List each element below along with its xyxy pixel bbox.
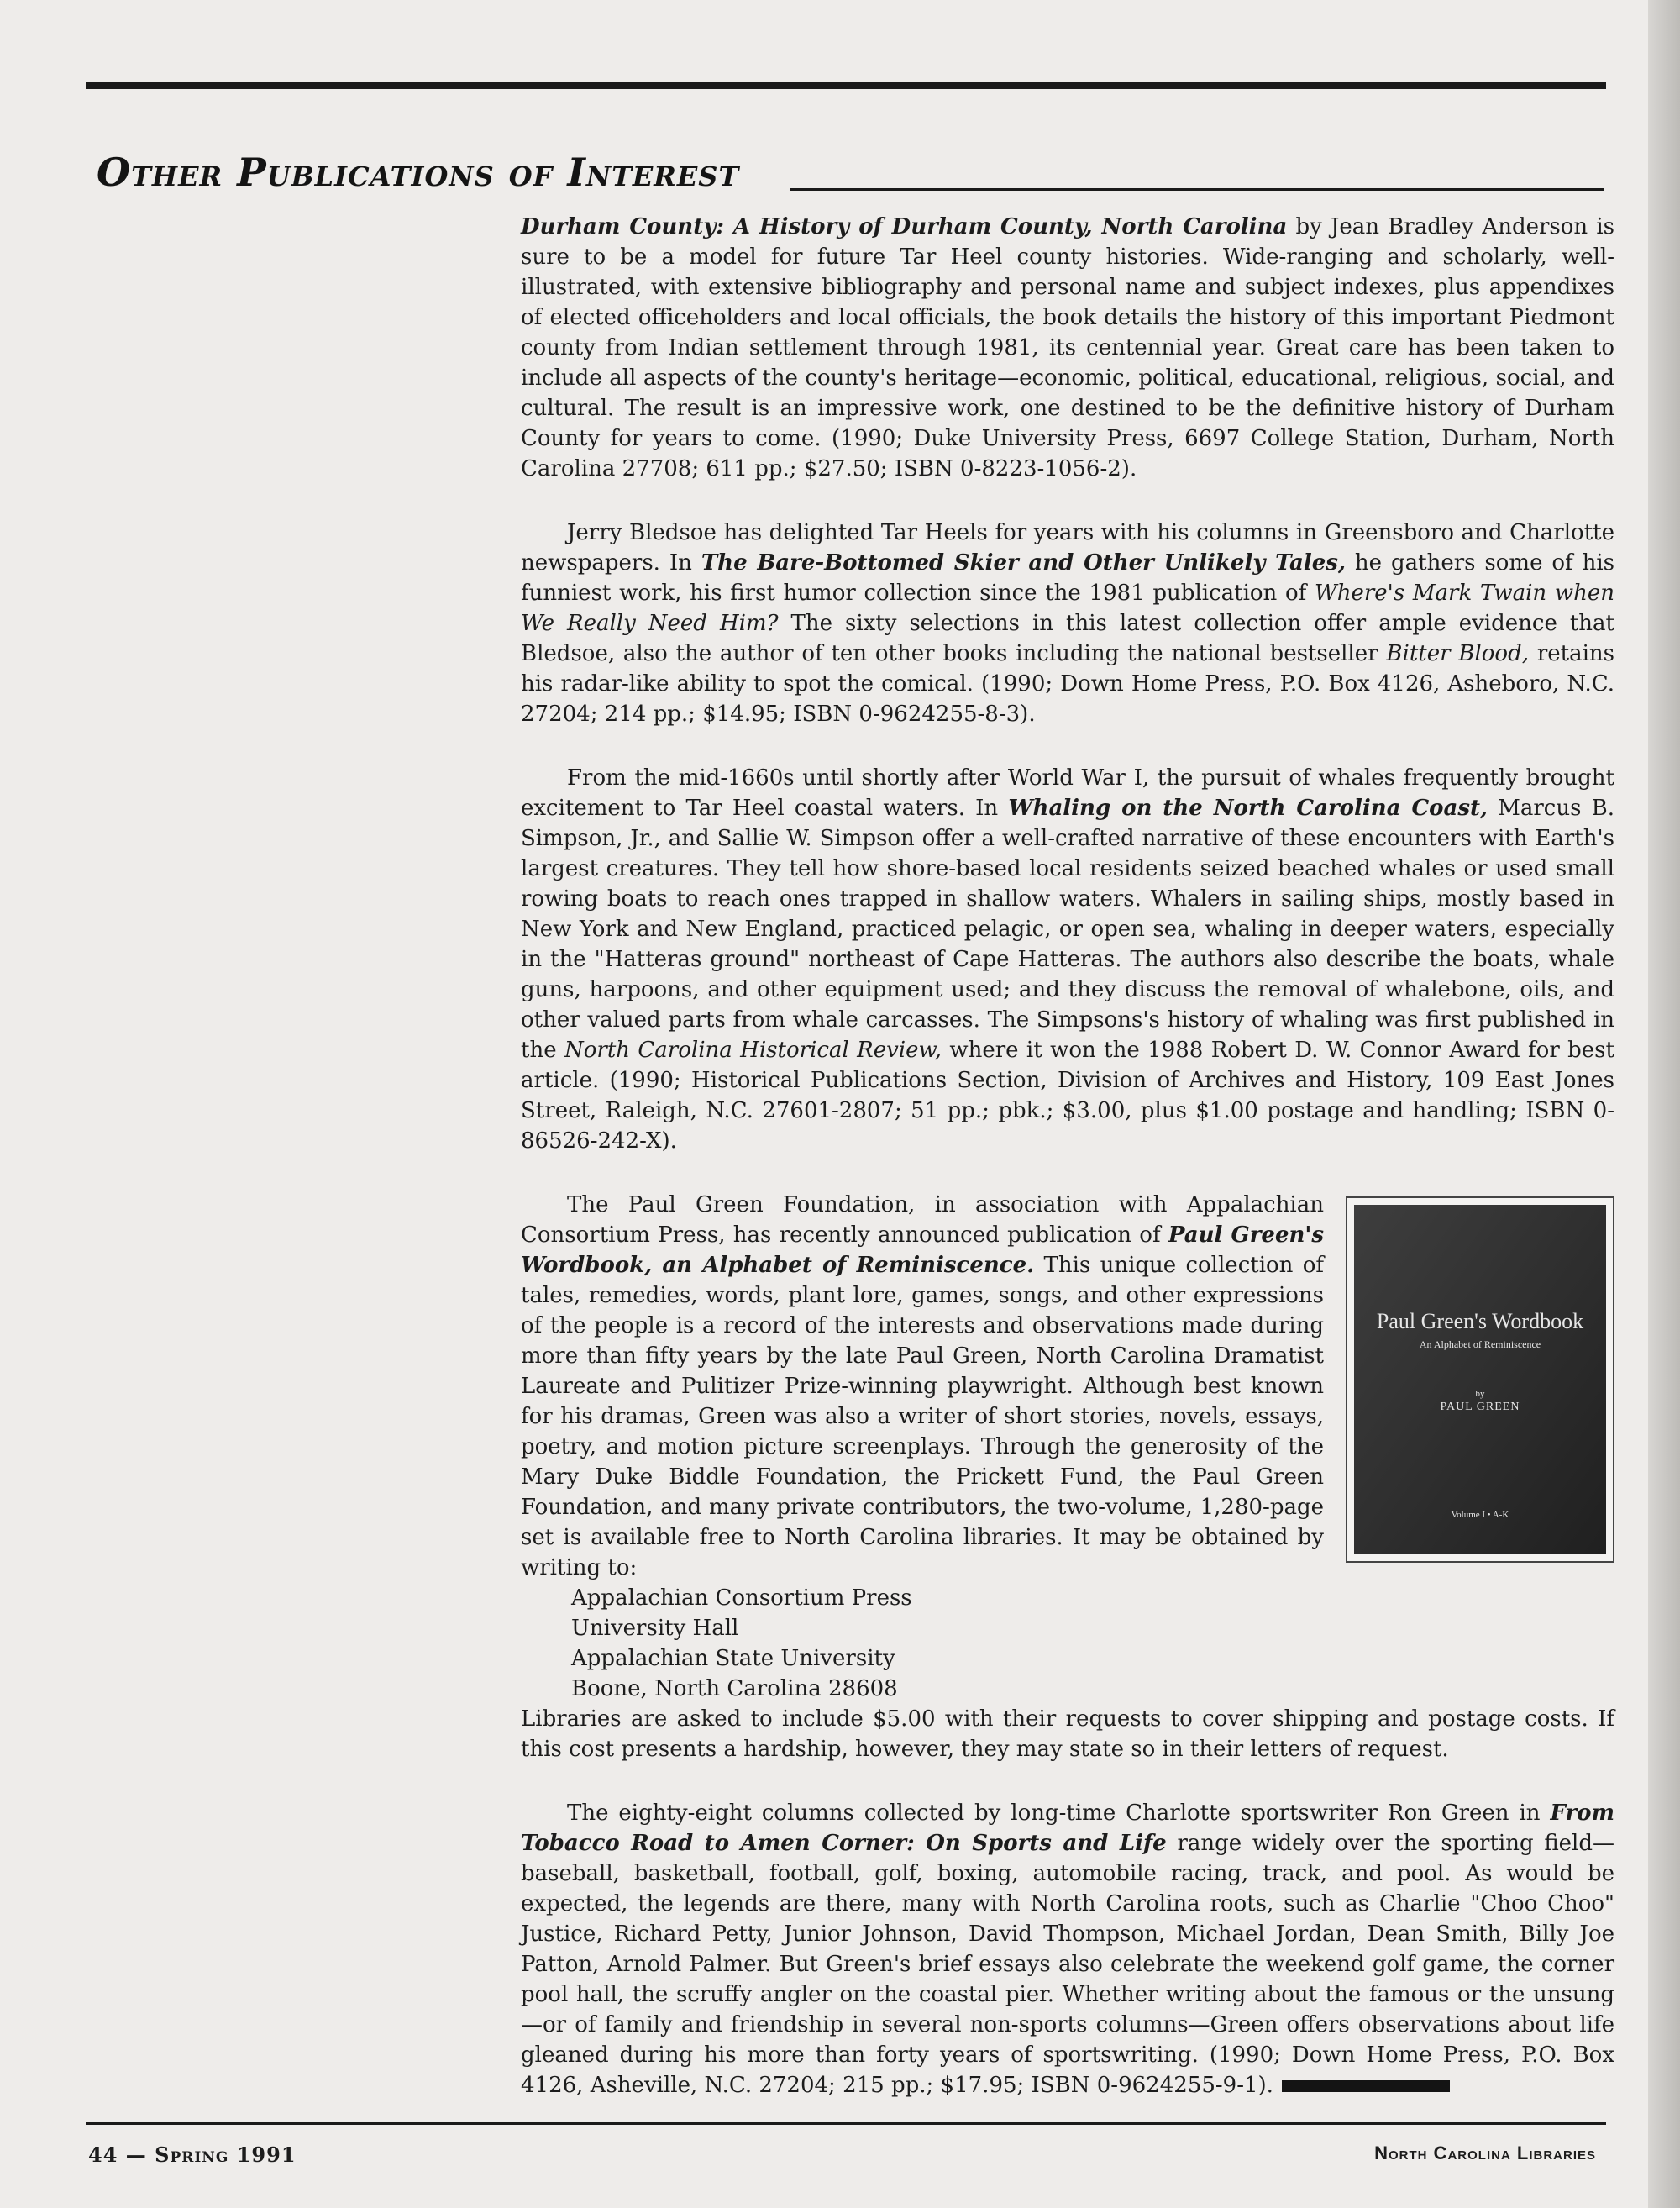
review-text: by Jean Bradley Anderson is sure to be a model for future Tar Heel county histories. Wide-ranging and scholarly, well-illustrated, with extensive bibliography and personal name and subject indexes, plus appendixes of elected officeholders and local officials, the book details the history of this important Piedmont county from Indian settlement through 1981, its centennial year. Great care has been taken to include all aspects of the county's heritage—economic, political, educational, religious, social, and cultural. The result is an impressive work, one destined to be the definitive history of Durham County for years to come. (1990; Duke University Press, 6697 College Station, Durham, North Carolina 27708; 611 pp.; $27.50; ISBN 0-8223-1056-2).	[521, 214, 1614, 481]
review-intro: From the mid-1660s until shortly after World War I, the pursuit of whales frequently brought excitement to Tar Heel coastal waters. In	[521, 765, 1614, 821]
address-line: Appalachian Consortium Press	[571, 1585, 912, 1611]
cover-subtitle: An Alphabet of Reminiscence	[1419, 1338, 1541, 1350]
review-text: where it won the 1988 Robert D. W. Connor Award for best article. (1990; Historical Publications Section, Division of Archives and History, 109 East Jones Street, Raleigh, N.C. 27601-2807; 51 pp.; pbk.; $3.00, plus $1.00 postage and handling; ISBN 0-86526-242-X).	[521, 1038, 1614, 1154]
review-text: The sixty selections in this latest collection offer ample evidence that Bledsoe, also the author of ten other books including the national bestseller	[521, 611, 1614, 666]
address-line: Appalachian State University	[571, 1646, 895, 1671]
book-title: Durham County: A History of Durham County, North Carolina	[521, 214, 1288, 239]
review-durham-county	[521, 212, 1614, 484]
journal-name: North Carolina Libraries	[1374, 2142, 1596, 2163]
top-rule	[86, 82, 1606, 89]
review-wordbook	[521, 1190, 1614, 1764]
title-rule	[790, 188, 1604, 191]
book-title: Paul Green's Wordbook, an Alphabet of Reminiscence.	[521, 1222, 1324, 1278]
address-line: University Hall	[571, 1616, 739, 1641]
book-cover-image	[1354, 1205, 1606, 1554]
book-title: From Tobacco Road to Amen Corner: On Sports and Life	[521, 1801, 1614, 1856]
section-title: Other Publications of Interest	[97, 150, 740, 195]
review-text: he gathers some of his funniest work, his first humor collection since the 1981 publication of	[521, 550, 1614, 606]
cited-title: Where's Mark Twain when We Really Need Him?	[521, 581, 1614, 636]
reviews-column	[521, 212, 1614, 2100]
review-intro: Jerry Bledsoe has delighted Tar Heels for years with his columns in Greensboro and Charlotte newspapers. In	[521, 520, 1614, 576]
review-intro: The Paul Green Foundation, in association with Appalachian Consortium Press, has recently announced publication of	[521, 1192, 1324, 1248]
review-text: This unique collection of tales, remedies, words, plant lore, games, songs, and other expressions of the people is a record of the interests and observations made during more than fifty years by the late Paul Green, North Carolina Dramatist Laureate and Pulitizer Prize-winning playwright. Although best known for his dramas, Green was also a writer of short stories, novels, essays, poetry, and motion picture screenplays. Through the generosity of the Mary Duke Biddle Foundation, the Prickett Fund, the Paul Green Foundation, and many private contributors, the two-volume, 1,280-page set is available free to North Carolina libraries. It may be obtained by writing to:	[521, 1253, 1324, 1580]
review-text: retains his radar-like ability to spot the comical. (1990; Down Home Press, P.O. Box 4126, Asheboro, N.C. 27204; 214 pp.; $14.95; ISBN 0-9624255-8-3).	[521, 641, 1614, 727]
cover-title: Paul Green's Wordbook	[1376, 1309, 1584, 1333]
book-cover-figure	[1346, 1196, 1614, 1563]
book-title: Whaling on the North Carolina Coast,	[1008, 796, 1488, 821]
cover-author: PAUL GREEN	[1440, 1401, 1520, 1413]
review-text: range widely over the sporting field—baseball, basketball, football, golf, boxing, automobile racing, track, and pool. As would be expected, the legends are there, many with North Carolina roots, such as Charlie "Choo Choo" Justice, Richard Petty, Junior Johnson, David Thompson, Michael Jordan, Dean Smith, Billy Joe Patton, Arnold Palmer. But Green's brief essays also celebrate the weekend golf game, the corner pool hall, the scruffy angler on the coastal pier. Whether writing about the famous or the unsung—or of family and friendship in several non-sports columns—Green offers observations about life gleaned during his more than forty years of sportswriting. (1990; Down Home Press, P.O. Box 4126, Asheville, N.C. 27204; 215 pp.; $17.95; ISBN 0-9624255-9-1).	[521, 1831, 1615, 2098]
mailing-address	[521, 1583, 1614, 1704]
book-title: The Bare-Bottomed Skier and Other Unlikely Tales,	[701, 550, 1346, 576]
review-text: Marcus B. Simpson, Jr., and Sallie W. Simpson offer a well-crafted narrative of these encounters with Earth's largest creatures. They tell how shore-based local residents seized beached whales or used small rowing boats to reach ones trapped in shallow waters. Whalers in sailing ships, mostly based in New York and New England, practiced pelagic, or open sea, whaling in deeper waters, especially in the "Hatteras ground" northeast of Cape Hatteras. The authors also describe the boats, whale guns, harpoons, and other equipment used; and they discuss the removal of whalebone, oils, and other valued parts from whale carcasses. The Simpsons's history of whaling was first published in the	[521, 796, 1614, 1063]
cover-volume: Volume I • A-K	[1451, 1510, 1509, 1520]
review-outro: Libraries are asked to include $5.00 with their requests to cover shipping and postage costs. If this cost presents a hardship, however, they may state so in their letters of request.	[521, 1706, 1614, 1762]
bottom-rule	[86, 2122, 1606, 2125]
address-line: Boone, North Carolina 28608	[571, 1676, 898, 1701]
review-bare-bottomed-skier	[521, 518, 1614, 729]
review-tobacco-road	[521, 1798, 1614, 2100]
review-whaling	[521, 763, 1614, 1156]
cover-by: by	[1475, 1389, 1485, 1399]
review-intro: The eighty-eight columns collected by long-time Charlotte sportswriter Ron Green in	[567, 1801, 1551, 1826]
cited-title: Bitter Blood,	[1386, 641, 1529, 666]
cited-title: North Carolina Historical Review,	[564, 1038, 942, 1063]
page-folio: 44 — Spring 1991	[88, 2142, 297, 2167]
end-mark	[1282, 2080, 1450, 2092]
page-edge	[1648, 0, 1680, 2208]
